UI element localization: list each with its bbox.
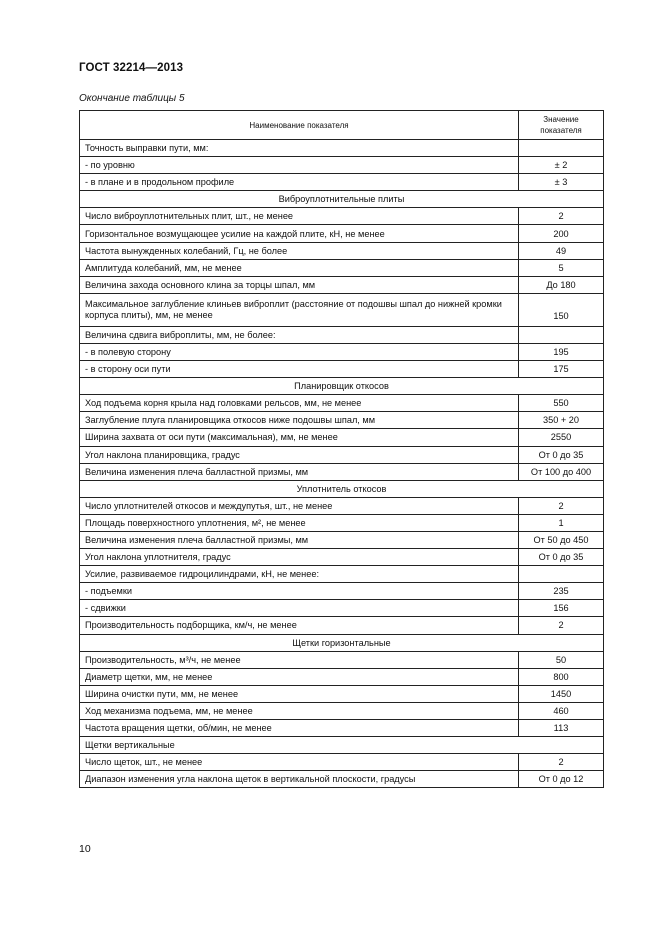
table-row — [80, 208, 604, 225]
parameter-name: - в плане и в продольном профиле — [80, 174, 519, 191]
parameter-value — [519, 140, 604, 157]
parameter-value: 175 — [519, 361, 604, 378]
section-row — [80, 378, 604, 395]
parameter-name: - подъемки — [80, 583, 519, 600]
column-header-value: Значение показателя — [519, 111, 604, 140]
column-header-name: Наименование показателя — [80, 111, 519, 140]
parameter-name: Площадь поверхностного уплотнения, м², не менее — [80, 514, 519, 531]
table-row — [80, 566, 604, 583]
parameter-name: - по уровню — [80, 157, 519, 174]
parameter-value: 2550 — [519, 429, 604, 446]
parameter-name: Ширина захвата от оси пути (максимальная), мм, не менее — [80, 429, 519, 446]
parameter-value: 49 — [519, 242, 604, 259]
parameter-value: ± 2 — [519, 157, 604, 174]
parameter-value: От 0 до 12 — [519, 771, 604, 788]
parameter-name: Частота вращения щетки, об/мин, не менее — [80, 720, 519, 737]
parameter-name: Ход механизма подъема, мм, не менее — [80, 702, 519, 719]
parameter-name: Число уплотнителей откосов и междупутья, шт., не менее — [80, 497, 519, 514]
parameter-value: 156 — [519, 600, 604, 617]
table-row — [80, 395, 604, 412]
table-row — [80, 293, 604, 326]
parameter-value: От 50 до 450 — [519, 531, 604, 548]
parameter-name: - сдвижки — [80, 600, 519, 617]
section-row — [80, 480, 604, 497]
table-row — [80, 720, 604, 737]
parameter-value: От 0 до 35 — [519, 549, 604, 566]
table-row — [80, 771, 604, 788]
parameter-value: От 0 до 35 — [519, 446, 604, 463]
parameter-value: От 100 до 400 — [519, 463, 604, 480]
parameter-name: Заглубление плуга планировщика откосов ниже подошвы шпал, мм — [80, 412, 519, 429]
parameter-value: 2 — [519, 497, 604, 514]
table-row — [80, 446, 604, 463]
parameter-name: Величина сдвига виброплиты, мм, не более: — [80, 326, 519, 343]
document-header: ГОСТ 32214—2013 — [79, 62, 184, 74]
parameter-value: 460 — [519, 702, 604, 719]
parameter-value: 50 — [519, 651, 604, 668]
parameter-value: 350 + 20 — [519, 412, 604, 429]
parameter-value — [519, 326, 604, 343]
parameter-name: Число щеток, шт., не менее — [80, 754, 519, 771]
table-row — [80, 343, 604, 360]
table-row — [80, 514, 604, 531]
parameter-value: 200 — [519, 225, 604, 242]
parameter-name: Диапазон изменения угла наклона щеток в вертикальной плоскости, градусы — [80, 771, 519, 788]
parameter-value: 1 — [519, 514, 604, 531]
table-row — [80, 259, 604, 276]
table-row — [80, 412, 604, 429]
table-row — [80, 174, 604, 191]
parameter-name: Величина захода основного клина за торцы шпал, мм — [80, 276, 519, 293]
parameter-name: Производительность подборщика, км/ч, не менее — [80, 617, 519, 634]
table-header-row — [80, 111, 604, 140]
parameter-value: ± 3 — [519, 174, 604, 191]
parameter-value: 1450 — [519, 685, 604, 702]
section-title: Планировщик откосов — [80, 378, 604, 395]
section-row — [80, 634, 604, 651]
table-row — [80, 429, 604, 446]
section-title: Уплотнитель откосов — [80, 480, 604, 497]
parameter-value: 550 — [519, 395, 604, 412]
table-row — [80, 497, 604, 514]
parameter-value: До 180 — [519, 276, 604, 293]
table-row — [80, 361, 604, 378]
parameter-value: 150 — [519, 293, 604, 326]
parameter-value: 235 — [519, 583, 604, 600]
table-row — [80, 702, 604, 719]
table-body — [80, 140, 604, 788]
table-row — [80, 225, 604, 242]
table-row — [80, 754, 604, 771]
table-row — [80, 549, 604, 566]
table-row — [80, 531, 604, 548]
parameter-value: 2 — [519, 208, 604, 225]
parameter-name: Величина изменения плеча балластной призмы, мм — [80, 531, 519, 548]
parameter-name: - в полевую сторону — [80, 343, 519, 360]
parameter-name: Усилие, развиваемое гидроцилиндрами, кН, не менее: — [80, 566, 519, 583]
parameter-value: 800 — [519, 668, 604, 685]
parameter-value: 195 — [519, 343, 604, 360]
parameter-name: Число виброуплотнительных плит, шт., не менее — [80, 208, 519, 225]
section-row — [80, 191, 604, 208]
parameter-name: Точность выправки пути, мм: — [80, 140, 519, 157]
parameter-name: - в сторону оси пути — [80, 361, 519, 378]
table-row — [80, 157, 604, 174]
parameter-name: Ширина очистки пути, мм, не менее — [80, 685, 519, 702]
parameter-name: Максимальное заглубление клиньев виброплит (расстояние от подошвы шпал до нижней кромки корпуса плиты), мм, не менее — [80, 293, 519, 326]
parameter-name: Ход подъема корня крыла над головками рельсов, мм, не менее — [80, 395, 519, 412]
section-title: Виброуплотнительные плиты — [80, 191, 604, 208]
table-row — [80, 668, 604, 685]
section-title: Щетки горизонтальные — [80, 634, 604, 651]
parameter-name: Угол наклона планировщика, градус — [80, 446, 519, 463]
parameter-name: Производительность, м³/ч, не менее — [80, 651, 519, 668]
parameter-name: Диаметр щетки, мм, не менее — [80, 668, 519, 685]
parameter-value: 113 — [519, 720, 604, 737]
page-number: 10 — [79, 843, 91, 855]
section-title: Щетки вертикальные — [80, 737, 604, 754]
table-caption: Окончание таблицы 5 — [79, 93, 185, 104]
parameter-value — [519, 566, 604, 583]
parameter-name: Частота вынужденных колебаний, Гц, не более — [80, 242, 519, 259]
specification-table — [79, 110, 604, 788]
table-row — [80, 651, 604, 668]
table-row — [80, 326, 604, 343]
parameter-value: 2 — [519, 617, 604, 634]
table-row — [80, 583, 604, 600]
parameter-value: 5 — [519, 259, 604, 276]
table-row — [80, 600, 604, 617]
table-row — [80, 617, 604, 634]
table-row — [80, 140, 604, 157]
section-row — [80, 737, 604, 754]
table-row — [80, 242, 604, 259]
parameter-name: Горизонтальное возмущающее усилие на каждой плите, кН, не менее — [80, 225, 519, 242]
parameter-name: Величина изменения плеча балластной призмы, мм — [80, 463, 519, 480]
parameter-name: Амплитуда колебаний, мм, не менее — [80, 259, 519, 276]
table-row — [80, 276, 604, 293]
table-row — [80, 463, 604, 480]
parameter-value: 2 — [519, 754, 604, 771]
table-row — [80, 685, 604, 702]
parameter-name: Угол наклона уплотнителя, градус — [80, 549, 519, 566]
